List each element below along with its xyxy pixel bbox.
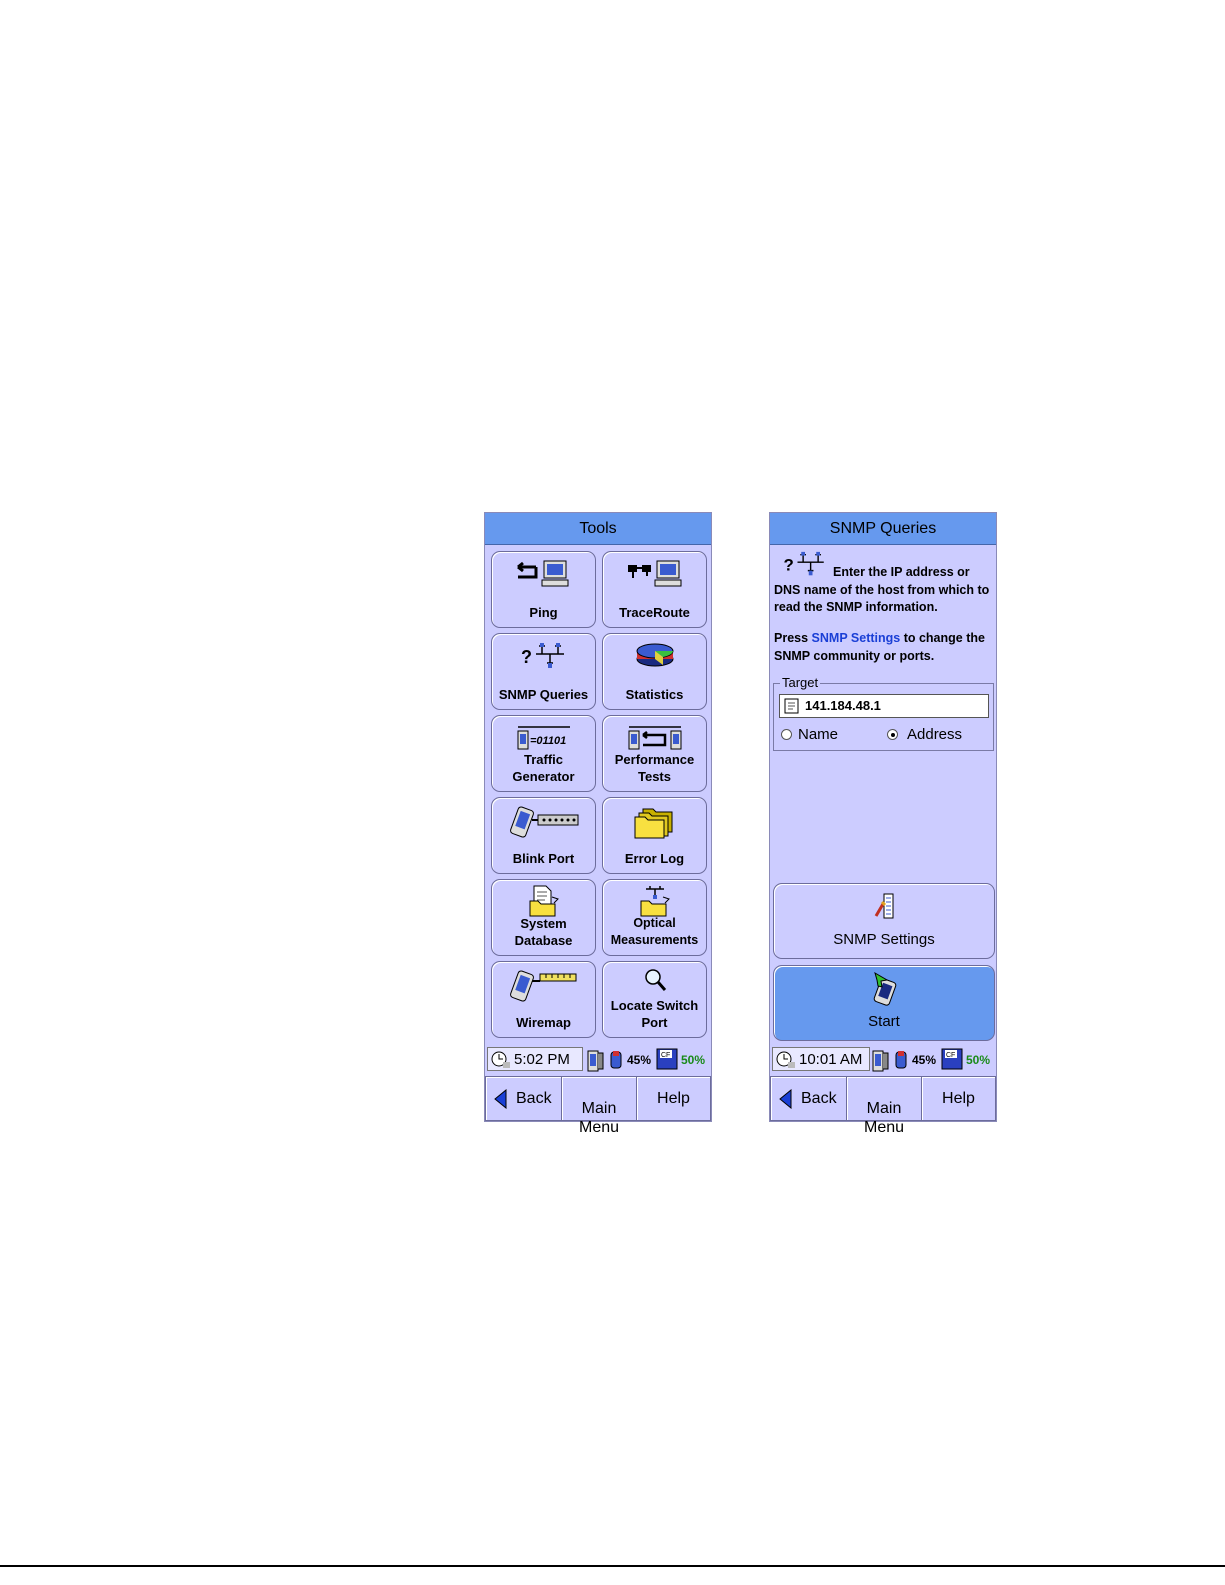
traceroute-label: TraceRoute: [619, 605, 690, 620]
svg-text:=01101: =01101: [529, 735, 566, 747]
snmp-icon: [492, 641, 595, 673]
wiremap-label: Wiremap: [516, 1015, 571, 1030]
battery-icon: [894, 1050, 908, 1070]
back-button[interactable]: [485, 1076, 562, 1121]
status-bar: [485, 1045, 711, 1075]
start-icon: [869, 972, 901, 1006]
battery-percent: 45%: [627, 1053, 652, 1067]
statistics-label: Statistics: [625, 687, 684, 702]
press-text-after: to change the SNMP community or ports.: [774, 631, 985, 663]
blink-port-label: Blink Port: [512, 851, 575, 866]
help-button[interactable]: [921, 1076, 996, 1121]
traceroute-icon: [603, 559, 706, 591]
back-button[interactable]: [770, 1076, 847, 1121]
target-address-input[interactable]: [779, 694, 989, 718]
battery-percent: 45%: [912, 1053, 937, 1067]
snmp-settings-hint: [774, 630, 996, 665]
back-arrow-icon: [778, 1089, 792, 1109]
blink-port-icon: [492, 805, 595, 837]
statistics-tile[interactable]: [602, 633, 707, 710]
performance-tests-tile[interactable]: [602, 715, 707, 792]
snmp-instructions: Enter the IP address or DNS name of the host from which to read the SNMP information.: [774, 565, 990, 614]
tools-title: Tools: [485, 513, 711, 545]
snmp-queries-tile[interactable]: [491, 633, 596, 710]
traffic-generator-label: Traffic Generator: [512, 752, 575, 784]
clock-icon: [776, 1051, 796, 1069]
battery-icon: [609, 1050, 623, 1070]
snmp-title: SNMP Queries: [770, 513, 996, 545]
storage-percent: 50%: [681, 1053, 706, 1067]
start-label: Start: [868, 1013, 900, 1030]
help-label: Help: [942, 1090, 975, 1107]
page-bottom-rule: [0, 1565, 1225, 1567]
locate-switch-port-tile[interactable]: [602, 961, 707, 1038]
target-group: [773, 675, 994, 751]
back-label: Back: [801, 1090, 837, 1107]
database-folder-icon: [492, 885, 595, 917]
wiremap-icon: [492, 969, 595, 1001]
folder-icon: [603, 805, 706, 837]
radio-name[interactable]: [781, 727, 838, 743]
svg-text:?: ?: [783, 555, 794, 575]
system-database-label: System Database: [514, 916, 573, 948]
press-text: Press: [774, 631, 809, 645]
help-label: Help: [657, 1090, 690, 1107]
radio-address-label: Address: [907, 726, 963, 743]
clock: [487, 1047, 583, 1071]
error-log-label: Error Log: [624, 851, 685, 866]
main-menu-button[interactable]: [846, 1076, 922, 1136]
tools-screen: [484, 512, 712, 1136]
ping-icon: [492, 559, 595, 591]
device-icon: [587, 1049, 605, 1073]
snmp-queries-label: SNMP Queries: [498, 687, 589, 702]
storage-card-icon: [941, 1048, 963, 1070]
svg-text:?: ?: [520, 647, 532, 667]
clock-time: 5:02 PM: [514, 1051, 570, 1068]
snmp-settings-label: SNMP Settings: [833, 931, 935, 948]
performance-tests-label: Performance Tests: [614, 752, 695, 784]
locate-switch-port-label: Locate Switch Port: [610, 998, 699, 1030]
radio-name-label: Name: [798, 726, 839, 743]
main-menu-label: Main Menu: [578, 1100, 620, 1136]
main-menu-button[interactable]: [561, 1076, 637, 1136]
help-button[interactable]: [636, 1076, 711, 1121]
clock-icon: [491, 1051, 511, 1069]
optical-measurements-tile[interactable]: [602, 879, 707, 956]
blink-port-tile[interactable]: [491, 797, 596, 874]
nav-bar: [485, 1076, 711, 1136]
clock: [772, 1047, 870, 1071]
main-menu-label: Main Menu: [863, 1100, 905, 1136]
snmp-screen: [769, 512, 997, 1136]
nav-bar: [770, 1076, 996, 1136]
snmp-settings-button[interactable]: [773, 883, 995, 959]
ping-label: Ping: [529, 605, 558, 620]
statistics-icon: [603, 641, 706, 673]
svg-text:CF: CF: [946, 1052, 956, 1059]
start-button[interactable]: [773, 965, 995, 1041]
back-label: Back: [516, 1090, 552, 1107]
target-address-value: 141.184.48.1: [805, 698, 881, 713]
traffic-generator-tile[interactable]: [491, 715, 596, 792]
clock-time: 10:01 AM: [799, 1051, 863, 1068]
storage-percent: 50%: [966, 1053, 991, 1067]
wiremap-tile[interactable]: [491, 961, 596, 1038]
radio-name-indicator: [781, 729, 792, 740]
storage-card-icon: [656, 1048, 678, 1070]
traceroute-tile[interactable]: [602, 551, 707, 628]
snmp-settings-link[interactable]: SNMP Settings: [811, 631, 901, 645]
error-log-tile[interactable]: [602, 797, 707, 874]
target-legend: Target: [782, 675, 819, 690]
back-arrow-icon: [493, 1089, 507, 1109]
address-book-icon: [784, 698, 800, 714]
system-database-tile[interactable]: [491, 879, 596, 956]
device-icon: [872, 1049, 890, 1073]
optical-folder-icon: [603, 885, 706, 917]
settings-icon: [872, 892, 898, 922]
status-bar: [770, 1045, 996, 1075]
svg-text:CF: CF: [661, 1052, 671, 1059]
ping-tile[interactable]: [491, 551, 596, 628]
magnifier-icon: [603, 966, 706, 998]
radio-address-indicator: [887, 729, 898, 740]
optical-measurements-label: Optical Measurements: [610, 916, 699, 947]
radio-address[interactable]: [887, 727, 962, 743]
